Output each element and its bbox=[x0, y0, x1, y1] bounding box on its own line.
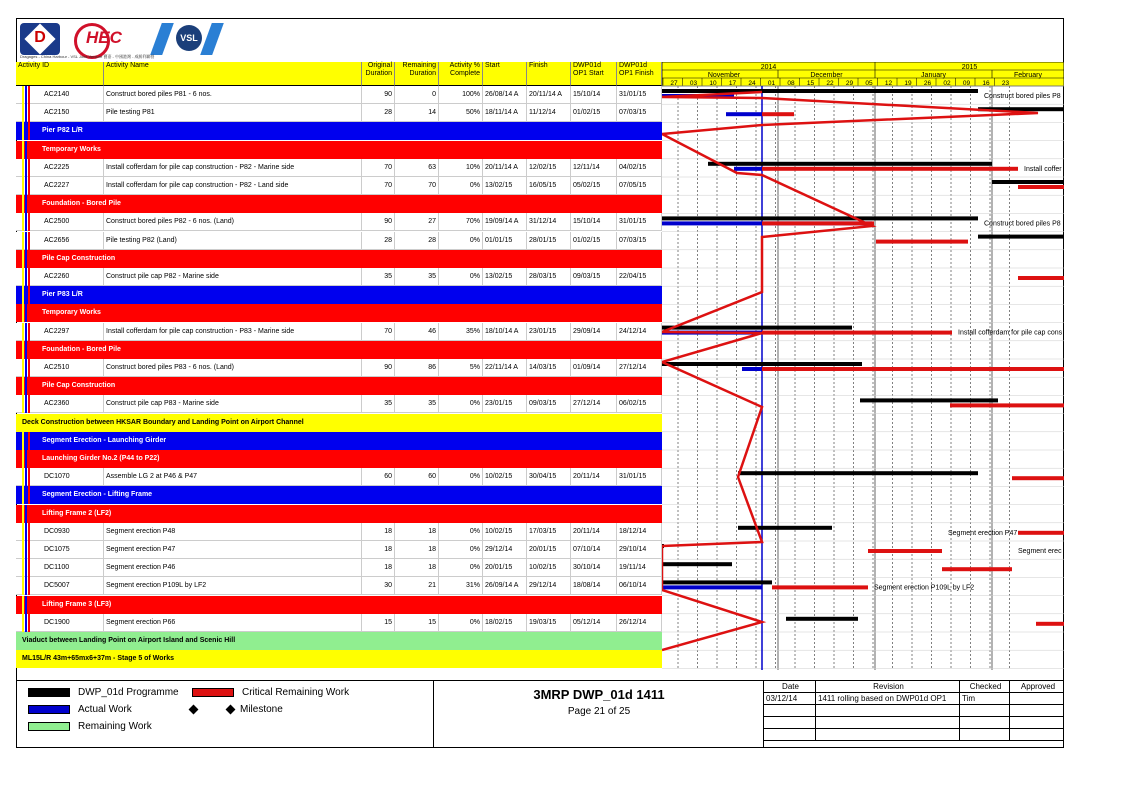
wbs-band[interactable] bbox=[16, 414, 662, 432]
wbs-band[interactable] bbox=[16, 505, 662, 523]
wbs-label: Viaduct between Landing Point on Airport Island and Scenic Hill bbox=[22, 637, 236, 644]
week-label: 12 bbox=[884, 80, 893, 87]
cell-pct: 50% bbox=[439, 104, 483, 122]
week-label: 16 bbox=[982, 80, 990, 87]
wbs-band[interactable] bbox=[16, 596, 662, 614]
week-label: 22 bbox=[826, 80, 834, 87]
cell-od: 15 bbox=[362, 614, 395, 632]
wbs-band[interactable] bbox=[16, 432, 662, 450]
week-label: 15 bbox=[806, 80, 815, 87]
cell-op-start: 05/02/15 bbox=[571, 177, 617, 195]
wbs-band[interactable] bbox=[16, 250, 662, 268]
cell-od: 90 bbox=[362, 359, 395, 377]
cell-od: 18 bbox=[362, 523, 395, 541]
cell-name: Construct bored piles P81 - 6 nos. bbox=[104, 86, 362, 104]
wbs-band[interactable] bbox=[16, 341, 662, 359]
cell-op-finish: 07/03/15 bbox=[617, 104, 662, 122]
cell-name: Construct bored piles P83 - 6 nos. (Land) bbox=[104, 359, 362, 377]
gantt-bar bbox=[726, 112, 762, 116]
wbs-band[interactable] bbox=[16, 141, 662, 159]
cell-name: Pile testing P81 bbox=[104, 104, 362, 122]
cell-pct: 0% bbox=[439, 268, 483, 286]
gantt-bar bbox=[950, 403, 1064, 407]
col-activity-pct[interactable]: Activity % Complete bbox=[439, 62, 483, 86]
cell-op-start: 27/12/14 bbox=[571, 395, 617, 413]
cell-op-start: 15/10/14 bbox=[571, 213, 617, 231]
wbs-label: Launching Girder No.2 (P44 to P22) bbox=[42, 455, 160, 462]
wbs-label: Pile Cap Construction bbox=[42, 382, 116, 390]
week-label: 24 bbox=[748, 80, 756, 87]
legend bbox=[16, 680, 434, 748]
legend-critical: Critical Remaining Work bbox=[242, 687, 350, 698]
wbs-label: Segment Erection - Lifting Frame bbox=[42, 491, 153, 499]
gantt-bar bbox=[742, 367, 762, 371]
gantt-bar bbox=[762, 331, 952, 335]
table-row[interactable] bbox=[16, 159, 662, 177]
cell-rd: 21 bbox=[395, 577, 439, 595]
cell-name: Install cofferdam for pile cap construction - P83 - Marine side bbox=[104, 323, 362, 341]
cell-pct: 5% bbox=[439, 359, 483, 377]
cell-op-start: 15/10/14 bbox=[571, 86, 617, 104]
cell-start: 13/02/15 bbox=[483, 268, 527, 286]
table-row[interactable] bbox=[16, 232, 662, 250]
table-row[interactable] bbox=[16, 359, 662, 377]
gantt-bar bbox=[662, 216, 978, 220]
cell-start: 10/02/15 bbox=[483, 523, 527, 541]
cell-start: 26/09/14 A bbox=[483, 577, 527, 595]
wbs-label: Deck Construction between HKSAR Boundary and Landing Point on Airport Channel bbox=[22, 418, 304, 426]
cell-rd: 63 bbox=[395, 159, 439, 177]
rev-row-date: 03/12/14 bbox=[764, 693, 816, 705]
table-row[interactable] bbox=[16, 559, 662, 577]
rev-row-approved bbox=[1010, 693, 1064, 705]
year-label: 2015 bbox=[961, 64, 978, 71]
cell-finish: 28/03/15 bbox=[527, 268, 571, 286]
gantt-chart bbox=[662, 62, 1064, 670]
month-label: February bbox=[1013, 72, 1043, 79]
gantt-bar bbox=[662, 585, 762, 589]
cell-op-start: 01/02/15 bbox=[571, 104, 617, 122]
gantt-bar bbox=[762, 367, 1064, 371]
table-row[interactable] bbox=[16, 541, 662, 559]
wbs-band[interactable] bbox=[16, 122, 662, 140]
cell-rd: 28 bbox=[395, 232, 439, 250]
vsl-logo: VSL bbox=[156, 23, 222, 55]
cell-od: 30 bbox=[362, 577, 395, 595]
col-original-duration[interactable]: Original Duration bbox=[362, 62, 395, 86]
gantt-bar bbox=[738, 471, 978, 475]
cell-name: Install cofferdam for pile cap construction - P82 - Marine side bbox=[104, 159, 362, 177]
cell-finish: 30/04/15 bbox=[527, 468, 571, 486]
cell-op-start: 05/12/14 bbox=[571, 614, 617, 632]
wbs-band[interactable] bbox=[16, 304, 662, 322]
cell-op-start: 29/09/14 bbox=[571, 323, 617, 341]
cell-pct: 31% bbox=[439, 577, 483, 595]
rev-row-revision: 1411 rolling based on DWP01d OP1 bbox=[816, 693, 960, 705]
cell-id: AC2656 bbox=[16, 232, 104, 250]
wbs-label: Segment Erection - Launching Girder bbox=[42, 436, 167, 444]
cell-finish: 16/05/15 bbox=[527, 177, 571, 195]
cell-pct: 0% bbox=[439, 614, 483, 632]
cell-name: Construct pile cap P82 - Marine side bbox=[104, 268, 362, 286]
cell-finish: 11/12/14 bbox=[527, 104, 571, 122]
cell-pct: 10% bbox=[439, 159, 483, 177]
cell-id: DC0930 bbox=[16, 523, 104, 541]
table-row[interactable] bbox=[16, 177, 662, 195]
rev-header-approved: Approved bbox=[1010, 681, 1064, 693]
cell-rd: 15 bbox=[395, 614, 439, 632]
cell-name: Assemble LG 2 at P46 & P47 bbox=[104, 468, 362, 486]
cell-op-finish: 31/01/15 bbox=[617, 468, 662, 486]
legend-actual: Actual Work bbox=[78, 704, 132, 715]
gantt-bar bbox=[1012, 476, 1064, 480]
cell-id: DC5007 bbox=[16, 577, 104, 595]
cell-od: 18 bbox=[362, 541, 395, 559]
cell-id: DC1100 bbox=[16, 559, 104, 577]
cell-op-start: 20/11/14 bbox=[571, 523, 617, 541]
month-label: January bbox=[921, 72, 946, 79]
cell-id: DC1070 bbox=[16, 468, 104, 486]
wbs-label: Pier P83 L/R bbox=[42, 291, 83, 299]
cell-op-finish: 31/01/15 bbox=[617, 213, 662, 231]
rev-row-checked: Tim bbox=[960, 693, 1010, 705]
gantt-label: Segment erection P109L by LF2 bbox=[874, 584, 975, 592]
wbs-band[interactable] bbox=[16, 377, 662, 395]
gantt-bar bbox=[786, 617, 858, 621]
cell-finish: 12/02/15 bbox=[527, 159, 571, 177]
gantt-bar bbox=[662, 362, 862, 366]
cell-name: Construct pile cap P83 - Marine side bbox=[104, 395, 362, 413]
cell-finish: 10/02/15 bbox=[527, 559, 571, 577]
cell-start: 29/12/14 bbox=[483, 541, 527, 559]
wbs-label: Lifting Frame 2 (LF2) bbox=[42, 509, 112, 517]
gantt-label: Install coffer bbox=[1024, 165, 1062, 173]
cell-op-start: 01/02/15 bbox=[571, 232, 617, 250]
gantt-bar bbox=[876, 240, 968, 244]
cell-od: 70 bbox=[362, 323, 395, 341]
wbs-label: Foundation - Bored Pile bbox=[42, 200, 121, 208]
week-label: 26 bbox=[923, 80, 932, 87]
table-row[interactable] bbox=[16, 395, 662, 413]
cell-op-finish: 07/03/15 bbox=[617, 232, 662, 250]
cell-od: 70 bbox=[362, 159, 395, 177]
wbs-label: Pile Cap Construction bbox=[42, 254, 116, 262]
gantt-bar bbox=[1036, 622, 1064, 626]
cell-rd: 18 bbox=[395, 523, 439, 541]
gantt-label: Segment erection P47 bbox=[948, 529, 1018, 537]
gantt-bar bbox=[662, 89, 978, 93]
cell-rd: 86 bbox=[395, 359, 439, 377]
wbs-band[interactable] bbox=[16, 486, 662, 504]
wbs-label: Lifting Frame 3 (LF3) bbox=[42, 600, 112, 608]
cell-pct: 0% bbox=[439, 523, 483, 541]
cell-id: AC2510 bbox=[16, 359, 104, 377]
month-label: December bbox=[810, 72, 843, 79]
cell-od: 18 bbox=[362, 559, 395, 577]
cell-op-start: 07/10/14 bbox=[571, 541, 617, 559]
cell-start: 18/10/14 A bbox=[483, 323, 527, 341]
cell-rd: 27 bbox=[395, 213, 439, 231]
table-row[interactable] bbox=[16, 86, 662, 104]
cell-finish: 31/12/14 bbox=[527, 213, 571, 231]
wbs-band[interactable] bbox=[16, 286, 662, 304]
cell-name: Pile testing P82 (Land) bbox=[104, 232, 362, 250]
cell-start: 19/09/14 A bbox=[483, 213, 527, 231]
wbs-label: Foundation - Bored Pile bbox=[42, 345, 121, 353]
dragages-logo: D bbox=[20, 23, 60, 55]
week-label: 29 bbox=[845, 80, 854, 87]
milestone-icon-2 bbox=[226, 705, 236, 715]
gantt-bar bbox=[860, 398, 998, 402]
col-remaining-duration[interactable]: Remaining Duration bbox=[395, 62, 439, 86]
gantt-bar bbox=[762, 221, 874, 225]
week-label: 10 bbox=[709, 80, 717, 87]
gantt-bar bbox=[942, 567, 1012, 571]
cell-name: Segment erection P109L by LF2 bbox=[104, 577, 362, 595]
cell-id: AC2225 bbox=[16, 159, 104, 177]
cell-op-finish: 22/04/15 bbox=[617, 268, 662, 286]
cell-start: 18/02/15 bbox=[483, 614, 527, 632]
cell-id: AC2140 bbox=[16, 86, 104, 104]
drawing-title: 3MRP DWP_01d 1411 bbox=[533, 687, 665, 702]
rev-header-revision: Revision bbox=[816, 681, 960, 693]
gantt-bar bbox=[1018, 531, 1064, 535]
cell-od: 90 bbox=[362, 86, 395, 104]
cell-rd: 35 bbox=[395, 268, 439, 286]
cell-rd: 70 bbox=[395, 177, 439, 195]
cell-rd: 60 bbox=[395, 468, 439, 486]
table-row[interactable] bbox=[16, 523, 662, 541]
actual-swatch bbox=[28, 705, 70, 714]
week-label: 27 bbox=[670, 80, 678, 87]
legend-programme: DWP_01d Programme bbox=[78, 687, 179, 698]
cell-start: 20/01/15 bbox=[483, 559, 527, 577]
cell-start: 23/01/15 bbox=[483, 395, 527, 413]
cell-id: AC2360 bbox=[16, 395, 104, 413]
cell-pct: 0% bbox=[439, 395, 483, 413]
page-number: Page 21 of 25 bbox=[567, 706, 631, 717]
rev-header-checked: Checked bbox=[960, 681, 1010, 693]
cell-od: 90 bbox=[362, 213, 395, 231]
cell-id: AC2227 bbox=[16, 177, 104, 195]
milestone-icon bbox=[189, 705, 199, 715]
cell-od: 35 bbox=[362, 395, 395, 413]
chec-logo: HEC bbox=[74, 23, 144, 55]
week-label: 19 bbox=[904, 80, 912, 87]
cell-finish: 29/12/14 bbox=[527, 577, 571, 595]
cell-op-finish: 29/10/14 bbox=[617, 541, 662, 559]
cell-op-finish: 31/01/15 bbox=[617, 86, 662, 104]
table-row[interactable] bbox=[16, 468, 662, 486]
cell-rd: 14 bbox=[395, 104, 439, 122]
jv-caption: Dragages - China Harbour - VSL Joint Venture 寶嘉 - 中國港灣 - 威勝利聯營 bbox=[20, 54, 155, 59]
cell-finish: 17/03/15 bbox=[527, 523, 571, 541]
cell-finish: 28/01/15 bbox=[527, 232, 571, 250]
cell-start: 20/11/14 A bbox=[483, 159, 527, 177]
week-label: 01 bbox=[767, 80, 776, 87]
col-start[interactable]: Start bbox=[483, 62, 527, 86]
col-finish[interactable]: Finish bbox=[527, 62, 571, 86]
cell-finish: 20/01/15 bbox=[527, 541, 571, 559]
revision-block bbox=[764, 680, 1064, 748]
cell-pct: 100% bbox=[439, 86, 483, 104]
wbs-label: ML15L/R 43m+65mx6+37m - Stage 5 of Works bbox=[22, 655, 174, 663]
cell-rd: 35 bbox=[395, 395, 439, 413]
col-op1-finish[interactable]: DWP01d OP1 Finish bbox=[617, 62, 662, 86]
cell-op-finish: 06/02/15 bbox=[617, 395, 662, 413]
cell-finish: 20/11/14 A bbox=[527, 86, 571, 104]
wbs-label: Temporary Works bbox=[42, 145, 101, 153]
title-block bbox=[434, 680, 764, 748]
cell-start: 22/11/14 A bbox=[483, 359, 527, 377]
cell-id: AC2260 bbox=[16, 268, 104, 286]
cell-rd: 46 bbox=[395, 323, 439, 341]
table-row[interactable] bbox=[16, 577, 662, 595]
col-op1-start[interactable]: DWP01d OP1 Start bbox=[571, 62, 617, 86]
table-row[interactable] bbox=[16, 104, 662, 122]
cell-pct: 0% bbox=[439, 232, 483, 250]
cell-finish: 19/03/15 bbox=[527, 614, 571, 632]
cell-op-start: 20/11/14 bbox=[571, 468, 617, 486]
week-label: 09 bbox=[962, 80, 971, 87]
gantt-bar bbox=[734, 167, 762, 171]
gantt-bar bbox=[992, 180, 1064, 184]
cell-id: DC1075 bbox=[16, 541, 104, 559]
cell-finish: 09/03/15 bbox=[527, 395, 571, 413]
cell-start: 18/11/14 A bbox=[483, 104, 527, 122]
cell-pct: 35% bbox=[439, 323, 483, 341]
cell-rd: 18 bbox=[395, 541, 439, 559]
cell-op-finish: 07/05/15 bbox=[617, 177, 662, 195]
col-activity-name[interactable]: Activity Name bbox=[104, 62, 362, 86]
cell-name: Segment erection P48 bbox=[104, 523, 362, 541]
gantt-bar bbox=[978, 235, 1064, 239]
gantt-bar bbox=[762, 167, 1018, 171]
week-label: 05 bbox=[865, 80, 873, 87]
wbs-label: Temporary Works bbox=[42, 309, 101, 317]
cell-op-finish: 26/12/14 bbox=[617, 614, 662, 632]
cell-op-finish: 24/12/14 bbox=[617, 323, 662, 341]
wbs-band[interactable] bbox=[16, 632, 662, 650]
cell-start: 10/02/15 bbox=[483, 468, 527, 486]
cell-finish: 23/01/15 bbox=[527, 323, 571, 341]
gantt-bar bbox=[772, 585, 868, 589]
cell-od: 28 bbox=[362, 232, 395, 250]
week-label: 17 bbox=[728, 80, 737, 87]
cell-start: 01/01/15 bbox=[483, 232, 527, 250]
cell-op-finish: 06/10/14 bbox=[617, 577, 662, 595]
cell-id: AC2150 bbox=[16, 104, 104, 122]
gantt-label: Construct bored piles P8 bbox=[984, 220, 1061, 228]
cell-pct: 0% bbox=[439, 177, 483, 195]
cell-id: AC2500 bbox=[16, 213, 104, 231]
month-label: November bbox=[707, 72, 741, 79]
cell-name: Segment erection P47 bbox=[104, 541, 362, 559]
cell-rd: 18 bbox=[395, 559, 439, 577]
cell-pct: 0% bbox=[439, 541, 483, 559]
cell-op-finish: 19/11/14 bbox=[617, 559, 662, 577]
gantt-bar bbox=[662, 580, 772, 584]
table-row[interactable] bbox=[16, 268, 662, 286]
cell-op-start: 12/11/14 bbox=[571, 159, 617, 177]
week-label: 23 bbox=[1001, 80, 1010, 87]
wbs-label: Pier P82 L/R bbox=[42, 127, 83, 135]
cell-op-finish: 04/02/15 bbox=[617, 159, 662, 177]
cell-od: 70 bbox=[362, 177, 395, 195]
cell-start: 13/02/15 bbox=[483, 177, 527, 195]
rev-header-date: Date bbox=[764, 681, 816, 693]
cell-name: Segment erection P46 bbox=[104, 559, 362, 577]
legend-remaining: Remaining Work bbox=[78, 721, 152, 732]
gantt-bar bbox=[708, 162, 992, 166]
week-label: 02 bbox=[943, 80, 951, 87]
cell-rd: 0 bbox=[395, 86, 439, 104]
cell-op-finish: 27/12/14 bbox=[617, 359, 662, 377]
cell-name: Construct bored piles P82 - 6 nos. (Land) bbox=[104, 213, 362, 231]
cell-name: Segment erection P66 bbox=[104, 614, 362, 632]
cell-od: 60 bbox=[362, 468, 395, 486]
table-row[interactable] bbox=[16, 614, 662, 632]
cell-id: AC2297 bbox=[16, 323, 104, 341]
cell-id: DC1900 bbox=[16, 614, 104, 632]
gantt-label: Construct bored piles P8 bbox=[984, 93, 1061, 100]
wbs-band[interactable] bbox=[16, 650, 662, 668]
cell-op-start: 09/03/15 bbox=[571, 268, 617, 286]
cell-finish: 14/03/15 bbox=[527, 359, 571, 377]
gantt-bar bbox=[738, 526, 832, 530]
gantt-label: Install cofferdam for pile cap cons bbox=[958, 329, 1063, 337]
cell-pct: 0% bbox=[439, 468, 483, 486]
gantt-svg bbox=[662, 62, 1064, 670]
cell-start: 26/08/14 A bbox=[483, 86, 527, 104]
week-label: 08 bbox=[787, 80, 795, 87]
gantt-bar bbox=[868, 549, 942, 553]
cell-op-start: 30/10/14 bbox=[571, 559, 617, 577]
gantt-bar bbox=[762, 112, 794, 116]
wbs-band[interactable] bbox=[16, 450, 662, 468]
cell-op-finish: 18/12/14 bbox=[617, 523, 662, 541]
cell-op-start: 01/09/14 bbox=[571, 359, 617, 377]
table-row[interactable] bbox=[16, 323, 662, 341]
critical-swatch bbox=[192, 688, 234, 697]
wbs-band[interactable] bbox=[16, 195, 662, 213]
table-row[interactable] bbox=[16, 213, 662, 231]
gantt-bar bbox=[1018, 185, 1064, 189]
gantt-bar bbox=[1018, 276, 1064, 280]
gantt-bar bbox=[662, 326, 852, 330]
cell-pct: 0% bbox=[439, 559, 483, 577]
week-label: 03 bbox=[689, 80, 698, 87]
gantt-label: Segment erec bbox=[1018, 548, 1062, 555]
cell-pct: 70% bbox=[439, 213, 483, 231]
remaining-swatch bbox=[28, 722, 70, 731]
year-label: 2014 bbox=[760, 64, 777, 71]
cell-op-start: 18/08/14 bbox=[571, 577, 617, 595]
gantt-bar bbox=[662, 562, 732, 566]
col-activity-id[interactable]: Activity ID bbox=[16, 62, 104, 86]
cell-od: 35 bbox=[362, 268, 395, 286]
programme-swatch bbox=[28, 688, 70, 697]
legend-milestone: Milestone bbox=[240, 704, 283, 715]
cell-name: Install cofferdam for pile cap construction - P82 - Land side bbox=[104, 177, 362, 195]
cell-od: 28 bbox=[362, 104, 395, 122]
